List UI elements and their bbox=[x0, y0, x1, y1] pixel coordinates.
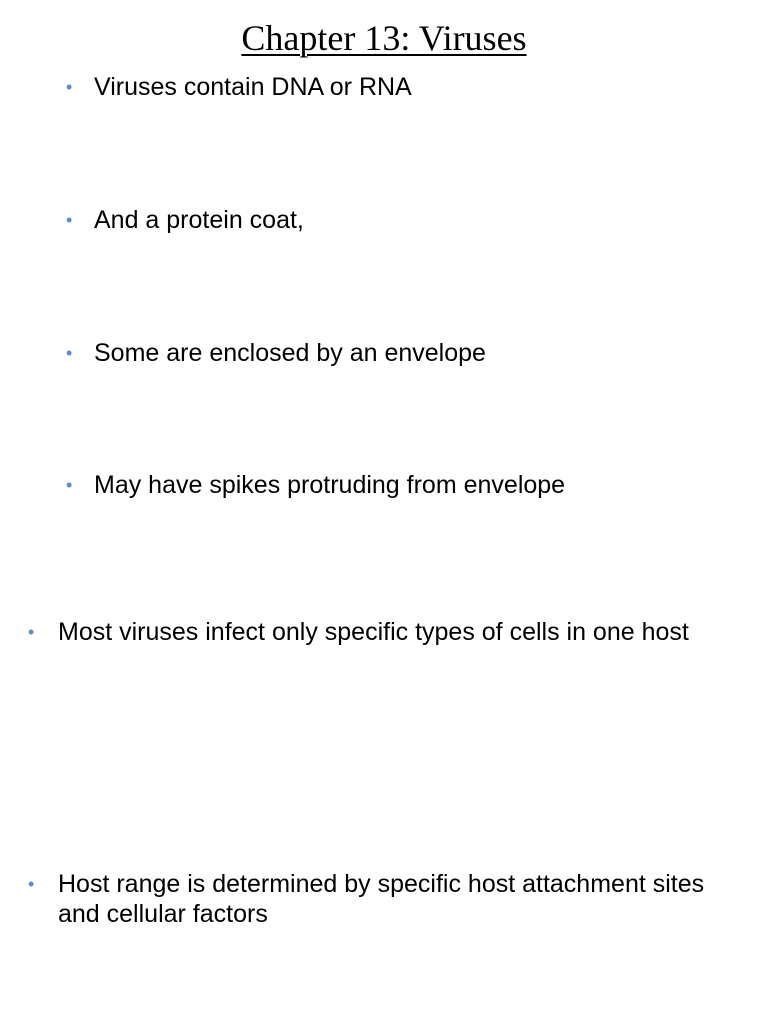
bullet-item bbox=[66, 470, 746, 500]
bullet-text: And a protein coat, bbox=[94, 206, 304, 234]
bullet-text: May have spikes protruding from envelope bbox=[94, 471, 566, 499]
bullet-text: Some are enclosed by an envelope bbox=[94, 339, 486, 367]
page-title: Chapter 13: Viruses bbox=[241, 18, 527, 58]
bullet-item bbox=[66, 338, 746, 368]
bullet-dot-icon: • bbox=[28, 874, 35, 894]
bullet-item bbox=[28, 869, 728, 929]
bullet-dot-icon: • bbox=[66, 77, 73, 97]
bullet-dot-icon: • bbox=[66, 475, 73, 495]
bullet-text: Most viruses infect only specific types of cells in one host bbox=[58, 618, 689, 646]
bullet-item bbox=[66, 72, 746, 102]
bullet-dot-icon: • bbox=[66, 210, 73, 230]
bullet-item bbox=[28, 617, 728, 647]
bullet-item bbox=[66, 205, 746, 235]
bullet-text: Host range is determined by specific host attachment sites and cellular factors bbox=[58, 870, 705, 928]
bullet-text: Viruses contain DNA or RNA bbox=[94, 73, 412, 101]
bullet-dot-icon: • bbox=[28, 622, 35, 642]
bullet-dot-icon: • bbox=[66, 343, 73, 363]
